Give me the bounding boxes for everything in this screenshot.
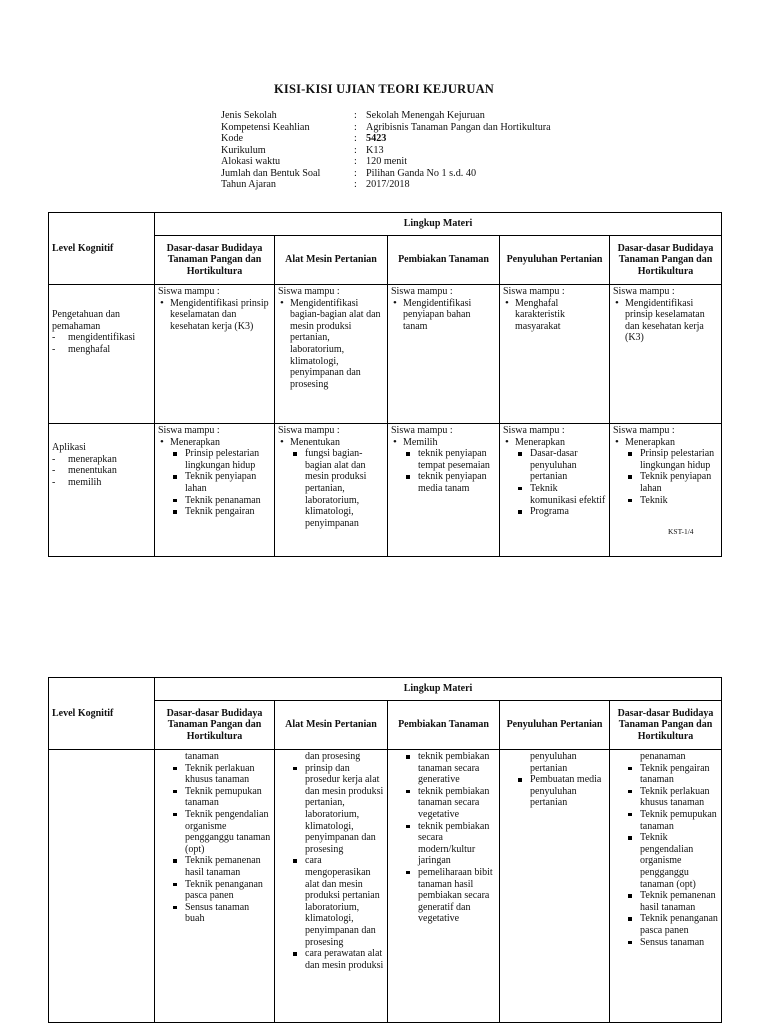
column-header: Penyuluhan Pertanian [500,236,610,285]
sub-bullet-item: Teknik penanaman [158,495,271,507]
table-row-aplikasi-continued [49,750,722,1023]
column-header: Pembiakan Tanaman [388,236,500,285]
info-label: Kompetensi Keahlian [221,121,310,133]
level-kognitif-cell [49,424,155,557]
bullet-list [613,751,718,948]
sub-bullet-item: Sensus tanaman [613,937,718,949]
cell-content [391,751,496,1021]
sub-bullet-item: Teknik penanganan pasca panen [158,879,271,902]
bullet-list [278,437,384,530]
sub-bullet-item: Prinsip pelestarian lingkungan hidup [613,448,718,471]
info-row [221,168,551,180]
bullet-list [503,437,606,518]
cell-intro: Siswa mampu : [613,425,675,436]
bullet-list [278,298,384,391]
sub-bullet-item: teknik pembiakan secara modern/kultur jaringan [391,821,496,867]
cell-intro: Siswa mampu : [503,286,565,297]
sub-bullet-item: Teknik pengendalian organisme pengganggu tanaman (opt) [613,832,718,890]
info-label: Alokasi waktu [221,156,281,167]
page-title: KISI-KISI UJIAN TEORI KEJURUAN [273,82,495,96]
column-header: Dasar-dasar Budidaya Tanaman Pangan dan Hortikultura [610,701,722,750]
bullet-item: • Menerapkan [503,437,606,449]
info-value: 5423 [366,133,387,144]
bullet-item: • Menghafal karakteristik masyarakat [503,298,606,333]
level-list [52,454,151,489]
continued-text: tanaman [185,751,219,762]
sub-bullet-item: prinsip dan prosedur kerja alat dan mesin produksi pertanian, laboratorium, klimatologi, penyimpanan dan prosesing [278,763,384,856]
cell-intro: Siswa mampu : [613,286,675,297]
cell-content [278,286,384,399]
sub-bullet-item: Teknik perlakuan khusus tanaman [613,786,718,809]
materi-cell [610,750,722,1023]
materi-cell [388,424,500,557]
continued-text: dan prosesing [305,751,361,762]
continued-text: penanaman [640,751,686,762]
info-value: K13 [366,144,384,156]
sub-bullet-item: cara mengoperasikan alat dan mesin produksi pertanian laboratorium, klimatologi, penyimpanan dan prosesing [278,855,384,948]
info-value: Pilihan Ganda No 1 s.d. 40 [366,167,477,179]
sub-bullet-item: teknik penyiapan tempat pesemaian [391,448,496,471]
info-row [221,133,551,145]
info-separator: : [354,144,357,156]
sub-bullet-item: Teknik perlakuan khusus tanaman [158,763,271,786]
info-value: Sekolah Menengah Kejuruan [366,110,485,121]
bullet-item: • Memilih [391,437,496,449]
bullet-item: • Menentukan [278,437,384,449]
info-separator: : [354,167,357,179]
sub-bullet-item: Dasar-dasar penyuluhan pertanian [503,448,606,483]
column-header: Penyuluhan Pertanian [500,701,610,750]
info-value: 120 menit [366,156,408,167]
cell-content [52,751,151,1021]
sub-bullet-item: cara perawatan alat dan mesin produksi [278,948,384,971]
cell-content [613,425,718,538]
cell-intro: Siswa mampu : [391,425,453,436]
cell-intro: Siswa mampu : [278,425,340,436]
materi-cell [155,285,275,424]
info-separator: : [354,156,357,167]
cell-intro: Siswa mampu : [158,286,220,297]
materi-cell [610,424,722,557]
column-header: Pembiakan Tanaman [388,701,500,750]
bullet-list [391,751,496,925]
lingkup-materi-header: Lingkup Materi [155,678,722,701]
info-separator: : [354,133,357,144]
cell-content [52,442,151,555]
bullet-list [503,298,606,333]
bullet-list [158,751,271,925]
info-row [221,110,551,122]
level-kognitif-header: Level Kognitif [49,213,155,285]
continued-text: penyuluhan pertanian [530,751,577,774]
bullet-item: • Mengidentifikasi penyiapan bahan tanam [391,298,496,333]
level-item: - menghafal [52,344,151,356]
lingkup-materi-header: Lingkup Materi [155,213,722,236]
sub-bullet-item: Teknik penyiapan lahan [613,471,718,494]
materi-cell [500,750,610,1023]
cell-content [278,425,384,538]
info-label: Jumlah dan Bentuk Soal [221,167,321,179]
sub-bullet-item: Programa [503,506,606,518]
bullet-list [613,437,718,507]
sub-bullet-item: Teknik penyiapan lahan [158,471,271,494]
sub-bullet-item: Teknik komunikasi efektif [503,483,606,506]
table-row-aplikasi [49,424,722,557]
sub-bullet-item: teknik pembiakan tanaman secara generative [391,751,496,786]
materi-cell [610,285,722,424]
cell-content [158,751,271,1021]
sub-bullet-item: Teknik pengairan [158,506,271,518]
bullet-list [503,751,606,809]
level-item: - memilih [52,477,151,489]
cell-content [158,425,271,538]
materi-cell [500,285,610,424]
info-separator: : [354,121,357,133]
level-item: - menerapkan [52,454,151,466]
cell-content [52,309,151,422]
materi-cell [155,750,275,1023]
materi-cell [275,424,388,557]
bullet-list [391,298,496,333]
level-list [52,332,151,355]
sub-bullet-item: Teknik pengendalian organisme pengganggu tanaman (opt) [158,809,271,855]
materi-cell [155,424,275,557]
bullet-item: • Mengidentifikasi prinsip keselamatan dan kesehatan kerja (K3) [158,298,271,333]
info-value: Agribisnis Tanaman Pangan dan Hortikultura [366,121,551,133]
sub-bullet-item: teknik penyiapan media tanam [391,471,496,494]
cell-content [503,286,606,399]
cell-content [503,425,606,538]
info-separator: : [354,110,357,121]
info-label: Jenis Sekolah [221,110,277,121]
column-header: Dasar-dasar Budidaya Tanaman Pangan dan Hortikultura [610,236,722,285]
level-item: - menentukan [52,465,151,477]
materi-cell [388,285,500,424]
kisi-kisi-table-page-1 [48,212,722,557]
bullet-list [158,298,271,333]
level-kognitif-header: Level Kognitif [49,678,155,750]
table-row-pengetahuan [49,285,722,424]
sub-bullet-item: Sensus tanaman buah [158,902,271,925]
bullet-list [278,751,384,971]
sub-bullet-item: Prinsip pelestarian lingkungan hidup [158,448,271,471]
cell-content [613,286,718,399]
bullet-list [613,298,718,344]
level-kognitif-cell [49,750,155,1023]
materi-cell [275,285,388,424]
info-label: Kode [221,133,244,144]
cell-intro: Siswa mampu : [158,425,220,436]
bullet-list [391,437,496,495]
sub-bullet-item: Teknik penanganan pasca panen [613,913,718,936]
info-label: Tahun Ajaran [221,179,277,190]
sub-bullet-item: teknik pembiakan tanaman secara vegetative [391,786,496,821]
sub-bullet-item: Teknik pemupukan tanaman [613,809,718,832]
cell-content [391,425,496,538]
info-row [221,122,551,134]
bullet-item: • Mengidentifikasi prinsip keselamatan dan kesehatan kerja (K3) [613,298,718,344]
column-header: Dasar-dasar Budidaya Tanaman Pangan dan Hortikultura [155,236,275,285]
column-header: Dasar-dasar Budidaya Tanaman Pangan dan Hortikultura [155,701,275,750]
cell-content [613,751,718,1021]
materi-cell [388,750,500,1023]
sub-bullet-item: Teknik pemanenan hasil tanaman [613,890,718,913]
info-row [221,145,551,157]
cell-intro: Siswa mampu : [278,286,340,297]
level-title: Pengetahuan dan pemahaman [52,309,121,332]
column-header: Alat Mesin Pertanian [275,236,388,285]
sub-bullet-item: Pembuatan media penyuluhan pertanian [503,774,606,809]
bullet-item: • Menerapkan [613,437,718,449]
sub-bullet-item: pemeliharaan bibit tanaman hasil pembiakan secara generatif dan vegetative [391,867,496,925]
kisi-kisi-table-page-2 [48,677,722,1023]
cell-intro: Siswa mampu : [391,286,453,297]
info-label: Kurikulum [221,144,266,156]
cell-content [503,751,606,1021]
page-number-footer: KST-1/4 [668,527,694,536]
cell-intro: Siswa mampu : [503,425,565,436]
bullet-item: • Mengidentifikasi bagian-bagian alat dan mesin produksi pertanian, laboratorium, klimatologi, penyimpanan dan prosesing [278,298,384,391]
level-item: - mengidentifikasi [52,332,151,344]
level-title: Aplikasi [52,442,86,453]
sub-bullet-item: Teknik pengairan tanaman [613,763,718,786]
cell-content [158,286,271,399]
level-kognitif-cell [49,285,155,424]
bullet-item: • Menerapkan [158,437,271,449]
sub-bullet-item: Teknik [613,495,718,507]
sub-bullet-item: Teknik pemupukan tanaman [158,786,271,809]
column-header: Alat Mesin Pertanian [275,701,388,750]
document-info [221,110,551,191]
sub-bullet-item: fungsi bagian-bagian alat dan mesin produksi pertanian, laboratorium, klimatologi, penyimpanan [278,448,384,529]
cell-content [278,751,384,1021]
info-value: 2017/2018 [366,179,410,190]
info-row [221,156,551,168]
sub-bullet-item: Teknik pemanenan hasil tanaman [158,855,271,878]
bullet-list [158,437,271,518]
materi-cell [275,750,388,1023]
cell-content [391,286,496,399]
materi-cell [500,424,610,557]
info-row [221,179,551,191]
info-separator: : [354,179,357,190]
